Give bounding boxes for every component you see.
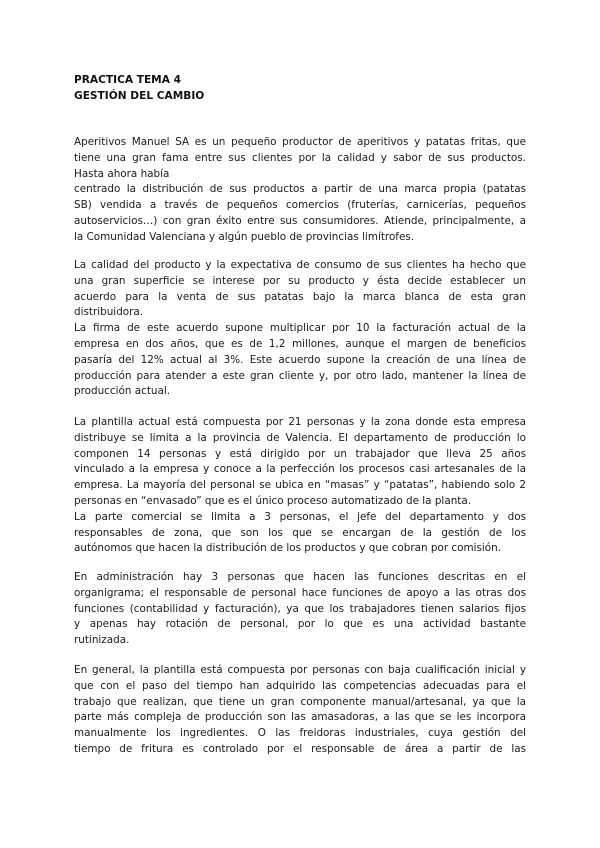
paragraph-line: empresa en dos años, que es de 1,2 millones, aunque el margen de beneficios [74, 337, 526, 350]
paragraph-line: trabajo que realizan, que tiene un gran componente manual/artesanal, ya que la [74, 695, 526, 708]
paragraph-line: tiempo de fritura es controlado por el responsable de área a partir de las [74, 742, 526, 755]
paragraph-line: componen 14 personas y está dirigido por un trabajador que lleva 25 años [74, 447, 526, 460]
paragraph-line: responsables de zona, que son los que se encargan de la gestión de los [74, 526, 526, 539]
paragraph-line: la Comunidad Valenciana y algún pueblo de provincias limítrofes. [74, 230, 415, 243]
paragraph-line: organigrama; el responsable de personal hace funciones de apoyo a las otras dos [74, 586, 526, 599]
paragraph-line: y apenas hay rotación de personal, por lo que es una actividad bastante [74, 618, 526, 631]
paragraph-line: personas en “envasado” que es el único proceso automatizado de la planta. [74, 494, 472, 507]
document-title: PRACTICA TEMA 4 [74, 74, 181, 86]
paragraph-line: tiene una gran fama entre sus clientes por la calidad y sabor de sus productos. [74, 151, 526, 164]
paragraph-line: distribuye se limita a la provincia de Valencia. El departamento de producción lo [74, 431, 526, 444]
paragraph-line: producción para atender a este gran cliente y, por otro lado, mantener la línea de [74, 369, 526, 382]
paragraph-line: En administración hay 3 personas que hacen las funciones descritas en el [74, 571, 526, 583]
paragraph-line: una gran superficie se interese por su producto y ésta decide establecer un [74, 274, 526, 287]
document-header [74, 73, 204, 104]
paragraph-line: parte más compleja de producción son las amasadoras, a las que se les incorpora [74, 711, 526, 724]
paragraph-line: que con el paso del tiempo han adquirido las competencias adecuadas para el [74, 679, 526, 692]
paragraph-line: pasaría del 12% actual al 3%. Este acuerdo supone la creación de una línea de [74, 353, 526, 366]
paragraph-line: La calidad del producto y la expectativa de consumo de sus clientes ha hecho que [74, 259, 526, 271]
paragraph-line: autoservicios…) con gran éxito entre sus consumidores. Atiende, principalmente, a [74, 214, 526, 227]
paragraph-line: acuerdo para la venta de sus patatas bajo la marca blanca de esta gran [74, 290, 526, 303]
paragraph-line: distribuidora. [74, 306, 144, 319]
paragraph-line: La plantilla actual está compuesta por 21 personas y la zona donde esta empresa [74, 416, 526, 428]
paragraph-line: producción actual. [74, 385, 171, 398]
paragraph-line: La parte comercial se limita a 3 personas, el jefe del departamento y dos [74, 510, 526, 523]
paragraph-qualification [74, 663, 526, 758]
paragraph-line: empresa. La mayoría del personal se ubica en “masas” y “patatas”, habiendo solo 2 [74, 479, 526, 492]
paragraph-line: Hasta ahora había [74, 167, 170, 180]
document-subtitle: GESTIÓN DEL CAMBIO [74, 89, 205, 102]
paragraph-line: vinculado a la empresa y conoce a la perfección los procesos casi artesanales de la [74, 463, 526, 476]
paragraph-company-intro [74, 135, 526, 246]
paragraph-line: manualmente los ingredientes. O las freidoras industriales, cuya gestión del [74, 727, 526, 740]
paragraph-line: autónomos que hacen la distribución de los productos y que cobran por comisión. [74, 542, 502, 555]
paragraph-line: SB) vendida a través de pequeños comercios (fruterías, carnicerías, pequeños [74, 199, 526, 212]
paragraph-line: En general, la plantilla está compuesta por personas con baja cualificación inicial y [74, 664, 526, 676]
paragraph-agreement [74, 258, 526, 400]
paragraph-line: funciones (contabilidad y facturación), ya que los trabajadores tienen salarios fijos [74, 602, 526, 615]
paragraph-line: La firma de este acuerdo supone multiplicar por 10 la facturación actual de la [74, 322, 526, 335]
paragraph-staff [74, 415, 526, 557]
paragraph-line: rutinizada. [74, 634, 130, 647]
paragraph-line: centrado la distribución de sus productos a partir de una marca propia (patatas [74, 183, 526, 196]
paragraph-line: Aperitivos Manuel SA es un pequeño productor de aperitivos y patatas fritas, que [74, 136, 526, 148]
paragraph-administration [74, 570, 526, 649]
